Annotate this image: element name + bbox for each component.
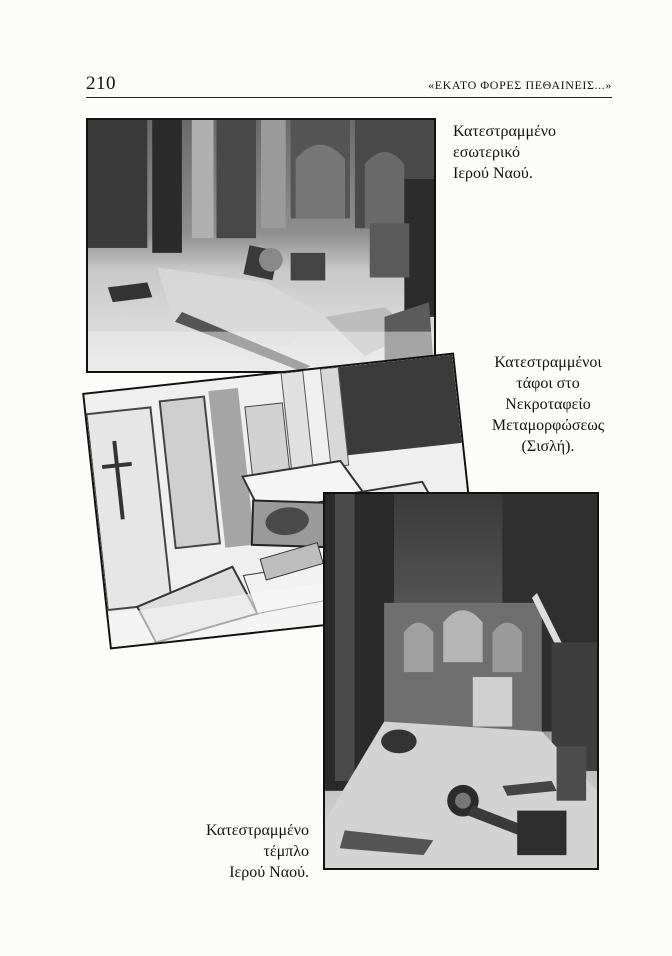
photo-church-interior <box>86 118 436 373</box>
caption-destroyed-graves <box>483 352 613 457</box>
caption-line: (Σισλή). <box>521 438 575 455</box>
running-head: «ΕΚΑΤΟ ΦΟΡΕΣ ΠΕΘΑΙΝΕΙΣ...» <box>428 78 612 92</box>
header-rule <box>86 97 612 98</box>
caption-church-interior <box>453 121 556 184</box>
caption-line: Κατεστραμμένοι <box>494 354 602 371</box>
caption-line: Μεταμορφώσεως <box>491 417 605 434</box>
caption-line: Ιερού Ναού. <box>229 864 309 881</box>
caption-line: Κατεστραμμένο <box>453 123 557 140</box>
caption-line: Κατεστραμμένο <box>205 822 309 839</box>
caption-destroyed-iconostasis <box>197 820 309 883</box>
caption-line: τέμπλο <box>263 843 309 860</box>
caption-line: Ιερού Ναού. <box>453 165 533 182</box>
caption-line: τάφοι στο <box>516 375 580 392</box>
page-number: 210 <box>86 73 116 94</box>
caption-line: εσωτερικό <box>453 144 521 161</box>
photo-destroyed-iconostasis <box>323 492 599 870</box>
caption-line: Νεκροταφείο <box>505 396 591 413</box>
